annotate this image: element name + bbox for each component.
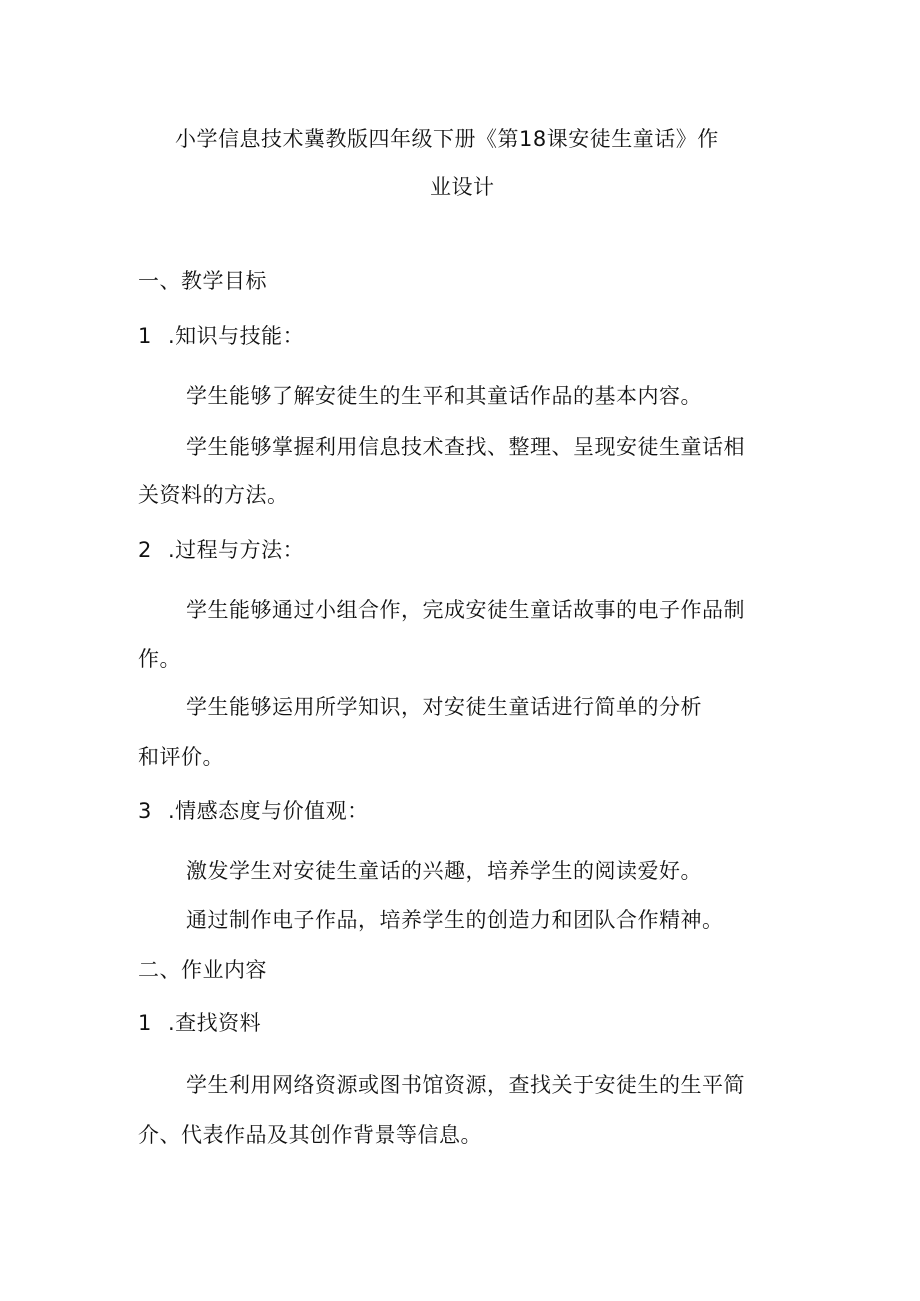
subheading-label: .知识与技能： — [168, 324, 305, 348]
paragraph: 学生能够了解安徒生的生平和其童话作品的基本内容。 — [186, 384, 702, 408]
document-title-line-2: 业设计 — [430, 175, 495, 199]
paragraph: 学生能够运用所学知识，对安徒生童话进行简单的分析 — [186, 695, 702, 719]
subheading-label: .过程与方法： — [168, 538, 305, 562]
paragraph: 学生能够通过小组合作，完成安徒生童话故事的电子作品制 — [186, 598, 745, 622]
section-heading-goals: 一、教学目标 — [138, 269, 267, 293]
paragraph-continuation: 和评价。 — [138, 745, 224, 769]
paragraph: 通过制作电子作品，培养学生的创造力和团队合作精神。 — [186, 908, 724, 932]
paragraph-continuation: 介、代表作品及其创作背景等信息。 — [138, 1123, 482, 1147]
subheading-emotion — [138, 796, 369, 826]
subheading-knowledge — [138, 321, 304, 351]
document-title-line-1: 小学信息技术冀教版四年级下册《第18课安徒生童话》作 — [175, 127, 719, 151]
subheading-search — [138, 1008, 261, 1038]
subheading-label: .查找资料 — [168, 1011, 262, 1035]
paragraph-continuation: 关资料的方法。 — [138, 483, 289, 507]
paragraph: 学生利用网络资源或图书馆资源，查找关于安徒生的生平简 — [186, 1073, 745, 1097]
paragraph: 激发学生对安徒生童话的兴趣，培养学生的阅读爱好。 — [186, 859, 702, 883]
paragraph-continuation: 作。 — [138, 647, 181, 671]
subheading-label: .情感态度与价值观： — [168, 799, 369, 823]
subheading-number: 1 — [138, 324, 152, 348]
section-heading-content: 二、作业内容 — [138, 958, 267, 982]
subheading-process — [138, 535, 304, 565]
subheading-number: 2 — [138, 538, 152, 562]
subheading-number: 3 — [138, 799, 152, 823]
paragraph: 学生能够掌握利用信息技术查找、整理、呈现安徒生童话相 — [186, 435, 745, 459]
subheading-number: 1 — [138, 1011, 152, 1035]
